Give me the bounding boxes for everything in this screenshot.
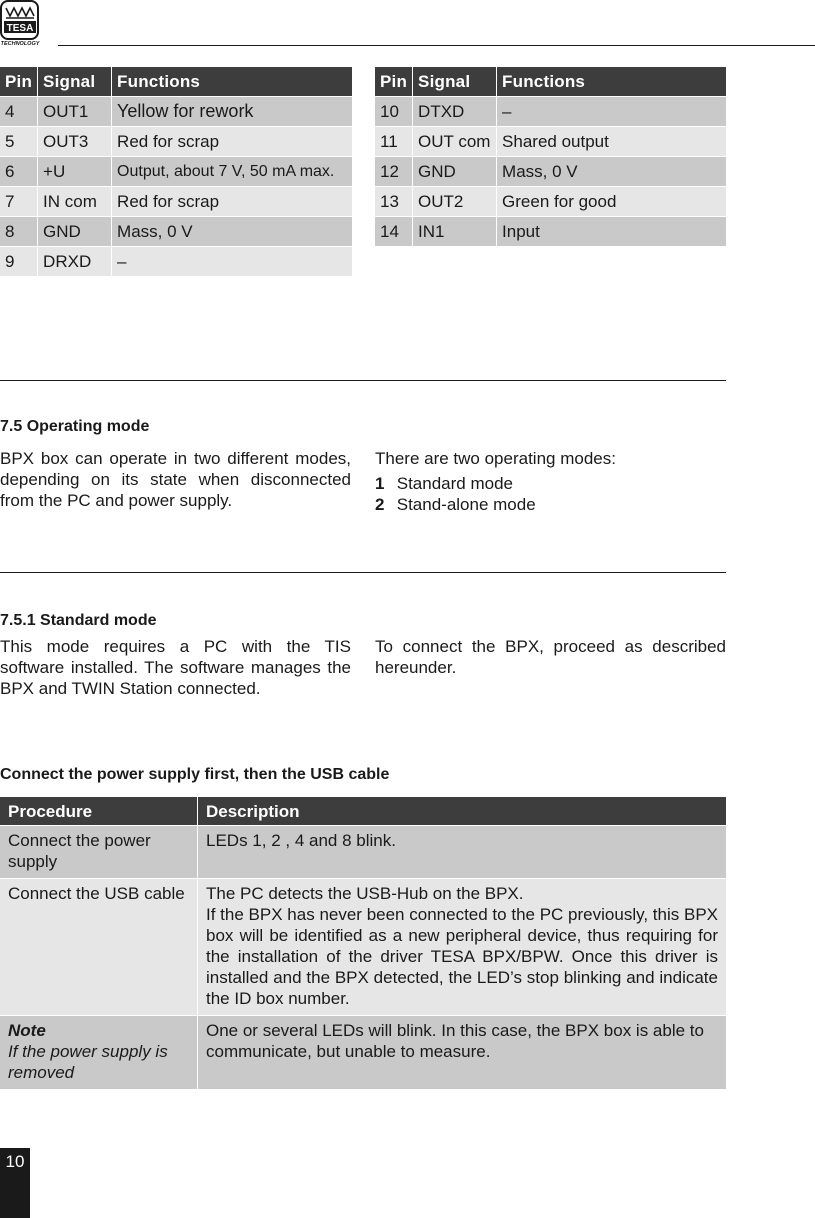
table-row	[0, 247, 352, 277]
table-row	[0, 97, 352, 127]
table-header-row	[375, 67, 726, 97]
description-cell	[198, 879, 727, 1016]
signal-cell: IN com	[38, 187, 112, 217]
column-header: Signal	[38, 67, 112, 97]
description-cell: One or several LEDs will blink. In this case, the BPX box is able to communicate, but unable to measure.	[198, 1016, 727, 1090]
table-row	[375, 127, 726, 157]
signal-cell: DTXD	[413, 97, 497, 127]
function-cell: Input	[497, 217, 726, 247]
function-cell: Green for good	[497, 187, 726, 217]
list-item	[375, 473, 726, 494]
operating-mode-description: BPX box can operate in two different modes, depending on its state when disconnected from the PC and power supply.	[0, 449, 351, 510]
function-cell: Yellow for rework	[112, 97, 352, 127]
signal-cell: OUT com	[413, 127, 497, 157]
signal-cell: IN1	[413, 217, 497, 247]
operating-modes-list	[375, 448, 726, 515]
table-row	[375, 187, 726, 217]
table-row	[0, 826, 726, 879]
procedure-table	[0, 797, 726, 1089]
column-header: Pin	[375, 67, 413, 97]
table-row	[375, 97, 726, 127]
svg-text:TECHNOLOGY: TECHNOLOGY	[0, 41, 40, 46]
function-cell: –	[112, 247, 352, 277]
table-row	[375, 157, 726, 187]
column-header: Procedure	[0, 797, 198, 826]
function-cell: –	[497, 97, 726, 127]
section-heading-standard-mode: 7.5.1 Standard mode	[0, 612, 157, 629]
function-cell: Shared output	[497, 127, 726, 157]
table-row	[0, 217, 352, 247]
function-cell: Mass, 0 V	[112, 217, 352, 247]
description-line: If the BPX has never been connected to the PC previously, this BPX box will be identified as a new peripheral device, thus requiring for the installation of the driver TESA BPX/BPW. Once this driver is installed and the BPX detected, the LED’s stop blinking and indicate the ID box number.	[206, 905, 718, 1008]
pin-cell: 8	[0, 217, 38, 247]
signal-cell: +U	[38, 157, 112, 187]
section-divider	[0, 380, 726, 381]
procedure-heading: Connect the power supply first, then the USB cable	[0, 766, 390, 783]
description-cell: LEDs 1, 2 , 4 and 8 blink.	[198, 826, 727, 879]
pin-cell: 11	[375, 127, 413, 157]
description-line: The PC detects the USB-Hub on the BPX.	[206, 884, 524, 903]
column-header: Description	[198, 797, 727, 826]
column-header: Functions	[112, 67, 352, 97]
table-row	[0, 127, 352, 157]
note-cell	[0, 1016, 198, 1090]
page-number: 10	[0, 1148, 30, 1218]
header-rule	[58, 45, 815, 46]
list-item-number: 1	[375, 474, 385, 493]
tesa-logo	[0, 0, 40, 46]
signal-cell: GND	[413, 157, 497, 187]
pin-cell: 13	[375, 187, 413, 217]
pin-cell: 14	[375, 217, 413, 247]
column-header: Functions	[497, 67, 726, 97]
function-cell: Red for scrap	[112, 127, 352, 157]
standard-mode-instructions: To connect the BPX, proceed as described hereunder.	[375, 637, 726, 677]
list-item-label: Standard mode	[396, 474, 513, 493]
signal-cell: OUT1	[38, 97, 112, 127]
procedure-cell: Connect the power supply	[0, 826, 198, 879]
pin-cell: 10	[375, 97, 413, 127]
function-cell: Output, about 7 V, 50 mA max.	[112, 157, 352, 187]
pin-table-right	[375, 67, 726, 246]
pin-cell: 5	[0, 127, 38, 157]
table-row	[0, 187, 352, 217]
function-cell: Red for scrap	[112, 187, 352, 217]
svg-text:TESA: TESA	[6, 23, 34, 34]
signal-cell: GND	[38, 217, 112, 247]
table-header-row	[0, 67, 352, 97]
note-body: If the power supply is removed	[8, 1042, 168, 1082]
table-row	[0, 879, 726, 1016]
standard-mode-description: This mode requires a PC with the TIS software installed. The software manages the BPX and TWIN Station connected.	[0, 637, 351, 698]
table-row	[0, 157, 352, 187]
signal-cell: OUT2	[413, 187, 497, 217]
section-heading-operating-mode: 7.5 Operating mode	[0, 418, 150, 435]
signal-cell: DRXD	[38, 247, 112, 277]
list-item-number: 2	[375, 495, 385, 514]
column-header: Signal	[413, 67, 497, 97]
pin-cell: 6	[0, 157, 38, 187]
pin-cell: 7	[0, 187, 38, 217]
signal-cell: OUT3	[38, 127, 112, 157]
pin-cell: 9	[0, 247, 38, 277]
table-row	[375, 217, 726, 247]
section-divider	[0, 572, 726, 573]
pin-cell: 12	[375, 157, 413, 187]
table-header-row	[0, 797, 726, 826]
note-title: Note	[8, 1021, 46, 1040]
pin-table-left	[0, 67, 352, 276]
list-item	[375, 494, 726, 515]
function-cell: Mass, 0 V	[497, 157, 726, 187]
pin-cell: 4	[0, 97, 38, 127]
operating-modes-intro: There are two operating modes:	[375, 449, 616, 468]
list-item-label: Stand-alone mode	[396, 495, 536, 514]
procedure-cell: Connect the USB cable	[0, 879, 198, 1016]
column-header: Pin	[0, 67, 38, 97]
table-row	[0, 1016, 726, 1090]
